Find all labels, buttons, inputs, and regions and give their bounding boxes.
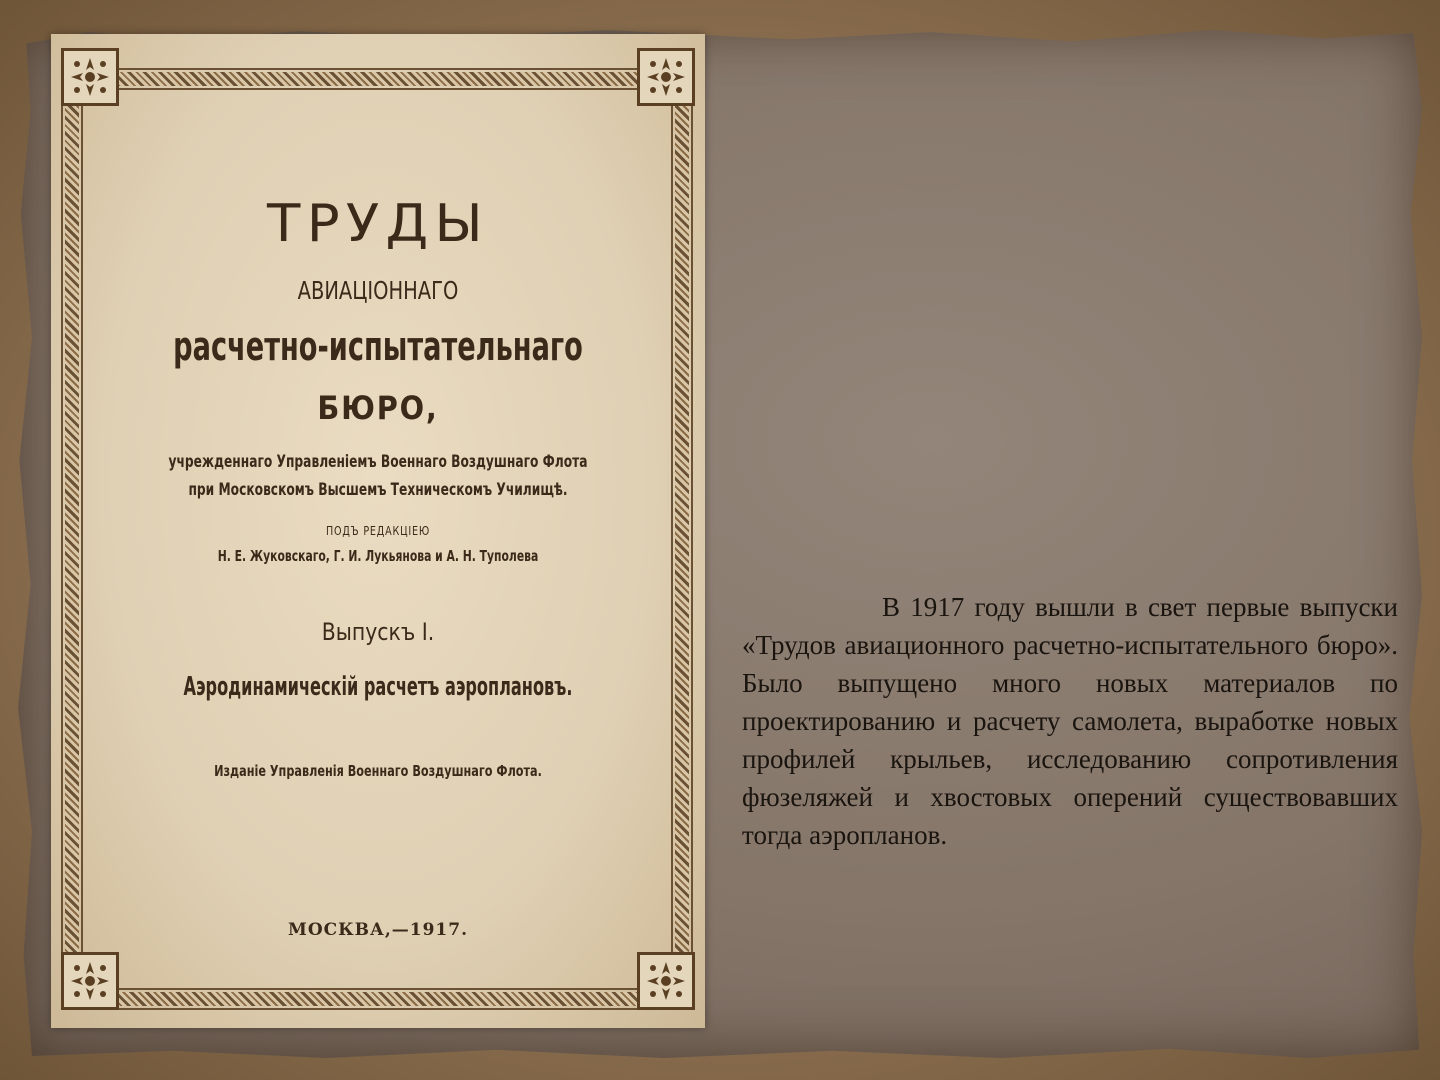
cover-line-aviation: АВИАЦІОННАГО [297, 276, 459, 305]
cover-publisher: Изданіе Управленія Военнаго Воздушнаго Флота. [214, 762, 542, 780]
cover-line-calc-test: расчетно-испытательнаго [173, 324, 583, 370]
cover-editors-label: ПОДЪ РЕДАКЦІЕЮ [326, 524, 430, 538]
cover-established-line-2: при Московскомъ Высшемъ Техническомъ Училищѣ. [188, 480, 568, 500]
corner-ornament-icon [61, 48, 119, 106]
cover-issue: Выпускъ I. [321, 618, 435, 646]
cover-title: ТРУДЫ [267, 194, 489, 254]
book-cover-image [51, 34, 705, 1028]
corner-ornament-icon [61, 952, 119, 1010]
slide-body-paragraph: В 1917 году вышли в свет первые выпуски «Трудов авиационного расчетно-испытательного бюро». Было выпущено много новых материалов по проектированию и расчету самолета, выработке новых профилей крыльев, исследованию сопротивления фюзеляжей и хвостовых оперений существовавших тогда аэропланов. [742, 592, 1398, 850]
cover-line-bureau: БЮРО, [317, 389, 439, 427]
cover-subject: Аэродинамическій расчетъ аэроплановъ. [183, 672, 573, 702]
cover-editors: Н. Е. Жуковскаго, Г. И. Лукьянова и А. Н. Туполева [217, 547, 539, 565]
cover-city-year: МОСКВА,—1917. [288, 920, 468, 940]
corner-ornament-icon [637, 952, 695, 1010]
corner-ornament-icon [637, 48, 695, 106]
cover-established-line-1: учрежденнаго Управленіемъ Военнаго Воздушнаго Флота [168, 452, 588, 472]
